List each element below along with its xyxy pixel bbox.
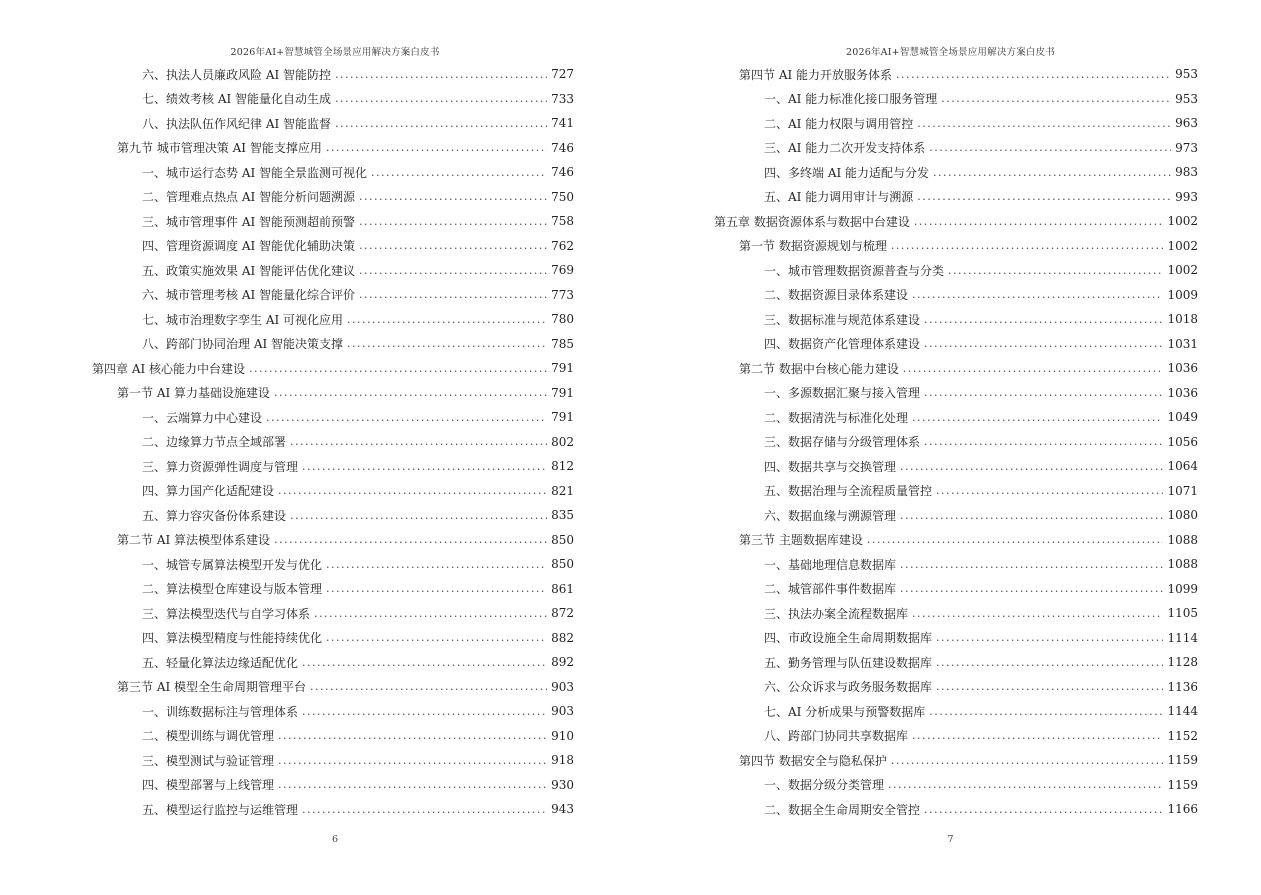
toc-entry-title: 第三节 AI 模型全生命周期管理平台 bbox=[117, 680, 307, 695]
toc-entry-page: 802 bbox=[551, 434, 574, 449]
dot-leader bbox=[274, 533, 547, 546]
toc-item-entry[interactable] bbox=[714, 699, 1198, 724]
toc-entry-title: 二、模型训练与调优管理 bbox=[142, 729, 275, 744]
toc-item-entry[interactable] bbox=[92, 724, 574, 749]
toc-item-entry[interactable] bbox=[714, 454, 1198, 479]
dot-leader bbox=[900, 582, 1163, 595]
dot-leader bbox=[347, 337, 547, 350]
toc-entry-page: 741 bbox=[551, 116, 574, 131]
dot-leader bbox=[896, 68, 1171, 81]
toc-section-entry[interactable] bbox=[714, 234, 1198, 259]
toc-entry-title: 二、数据清洗与标准化处理 bbox=[764, 410, 909, 425]
toc-item-entry[interactable] bbox=[714, 675, 1198, 700]
toc-item-entry[interactable] bbox=[92, 479, 574, 504]
toc-entry-page: 1114 bbox=[1167, 630, 1198, 645]
toc-entry-title: 三、数据存储与分级管理体系 bbox=[764, 435, 921, 450]
toc-entry-page: 993 bbox=[1175, 189, 1198, 204]
toc-entry-title: 二、管理难点热点 AI 智能分析问题溯源 bbox=[142, 190, 356, 205]
dot-leader bbox=[359, 215, 547, 228]
toc-entry-page: 1031 bbox=[1167, 336, 1198, 351]
toc-entry-page: 1018 bbox=[1167, 312, 1198, 327]
toc-entry-title: 八、跨部门协同共享数据库 bbox=[764, 729, 909, 744]
toc-entry-page: 1080 bbox=[1167, 508, 1198, 523]
dot-leader bbox=[929, 141, 1171, 154]
toc-entry-page: 750 bbox=[551, 189, 574, 204]
toc-entry-page: 850 bbox=[551, 532, 574, 547]
toc-entry-page: 892 bbox=[551, 655, 574, 670]
toc-entry-page: 1036 bbox=[1167, 385, 1198, 400]
toc-entry-page: 758 bbox=[551, 214, 574, 229]
toc-section-entry[interactable] bbox=[714, 528, 1198, 553]
toc-entry-title: 四、管理资源调度 AI 智能优化辅助决策 bbox=[142, 239, 356, 254]
toc-section-entry[interactable] bbox=[92, 136, 574, 161]
dot-leader bbox=[936, 680, 1163, 693]
toc-entry-page: 1049 bbox=[1167, 410, 1198, 425]
toc-entry-title: 八、执法队伍作风纪律 AI 智能监督 bbox=[142, 116, 332, 131]
toc-entry-title: 一、云端算力中心建设 bbox=[142, 410, 263, 425]
toc-item-entry[interactable] bbox=[92, 111, 574, 136]
toc-entry-title: 三、算力资源弹性调度与管理 bbox=[142, 459, 299, 474]
toc-item-entry[interactable] bbox=[714, 626, 1198, 651]
toc-entry-page: 791 bbox=[551, 385, 574, 400]
dot-leader bbox=[326, 582, 547, 595]
dot-leader bbox=[900, 460, 1163, 473]
dot-leader bbox=[278, 754, 547, 767]
toc-entry-page: 1099 bbox=[1167, 581, 1198, 596]
toc-entry-page: 903 bbox=[551, 679, 574, 694]
dot-leader bbox=[266, 411, 547, 424]
toc-item-entry[interactable] bbox=[92, 405, 574, 430]
toc-entry-title: 一、训练数据标注与管理体系 bbox=[142, 704, 299, 719]
toc-entry-title: 第二节 数据中台核心能力建设 bbox=[739, 361, 899, 376]
dot-leader bbox=[941, 92, 1171, 105]
toc-entry-title: 五、模型运行监控与运维管理 bbox=[142, 802, 299, 817]
toc-item-entry[interactable] bbox=[92, 503, 574, 528]
toc-entry-page: 953 bbox=[1175, 67, 1198, 82]
toc-entry-page: 746 bbox=[551, 165, 574, 180]
dot-leader bbox=[359, 239, 547, 252]
toc-entry-title: 第一节 AI 算力基础设施建设 bbox=[117, 386, 271, 401]
toc-entry-title: 三、AI 能力二次开发支持体系 bbox=[764, 141, 926, 156]
toc-entry-title: 二、数据全生命周期安全管控 bbox=[764, 802, 921, 817]
page-header: 2026年AI+智慧城管全场景应用解决方案白皮书 bbox=[230, 47, 440, 58]
toc-item-entry[interactable] bbox=[92, 234, 574, 259]
toc-entry-title: 一、城市管理数据资源普查与分类 bbox=[764, 263, 945, 278]
dot-leader bbox=[326, 141, 547, 154]
dot-leader bbox=[936, 631, 1163, 644]
toc-entry-page: 1002 bbox=[1167, 263, 1198, 278]
toc-item-entry[interactable] bbox=[714, 185, 1198, 210]
toc-entry-page: 910 bbox=[551, 728, 574, 743]
toc-item-entry[interactable] bbox=[92, 454, 574, 479]
dot-leader bbox=[948, 264, 1163, 277]
toc-item-entry[interactable] bbox=[714, 381, 1198, 406]
toc-entry-page: 791 bbox=[551, 410, 574, 425]
toc-entry-title: 五、轻量化算法边缘适配优化 bbox=[142, 655, 299, 670]
toc-entry-page: 1002 bbox=[1167, 238, 1198, 253]
toc-entry-title: 二、边缘算力节点全域部署 bbox=[142, 435, 287, 450]
toc-entry-title: 第四节 数据安全与隐私保护 bbox=[739, 753, 887, 768]
dot-leader bbox=[335, 68, 547, 81]
toc-entry-title: 第九节 城市管理决策 AI 智能支撑应用 bbox=[117, 141, 322, 156]
dot-leader bbox=[314, 607, 547, 620]
toc-item-entry[interactable] bbox=[714, 160, 1198, 185]
toc-entry-page: 762 bbox=[551, 238, 574, 253]
toc-item-entry[interactable] bbox=[714, 552, 1198, 577]
toc-entry-page: 953 bbox=[1175, 91, 1198, 106]
toc-section-entry[interactable] bbox=[714, 748, 1198, 773]
dot-leader bbox=[302, 705, 547, 718]
dot-leader bbox=[900, 558, 1163, 571]
toc-entry-page: 746 bbox=[551, 140, 574, 155]
toc-item-entry[interactable] bbox=[714, 479, 1198, 504]
toc-entry-title: 四、市政设施全生命周期数据库 bbox=[764, 631, 933, 646]
toc-entry-page: 930 bbox=[551, 777, 574, 792]
right-page bbox=[630, 0, 1261, 895]
toc-entry-title: 七、城市治理数字孪生 AI 可视化应用 bbox=[142, 312, 344, 327]
toc-entry-page: 835 bbox=[551, 508, 574, 523]
toc-item-entry[interactable] bbox=[92, 552, 574, 577]
toc-entry-page: 1009 bbox=[1167, 287, 1198, 302]
dot-leader bbox=[335, 117, 547, 130]
toc-entry-page: 1159 bbox=[1167, 777, 1198, 792]
dot-leader bbox=[302, 803, 547, 816]
toc-item-entry[interactable] bbox=[714, 136, 1198, 161]
dot-leader bbox=[891, 754, 1164, 767]
toc-entry-page: 943 bbox=[551, 802, 574, 817]
dot-leader bbox=[900, 509, 1163, 522]
toc-entry-page: 882 bbox=[551, 630, 574, 645]
toc-entry-page: 918 bbox=[551, 753, 574, 768]
dot-leader bbox=[912, 288, 1163, 301]
dot-leader bbox=[903, 362, 1164, 375]
toc-item-entry[interactable] bbox=[92, 332, 574, 357]
toc-item-entry[interactable] bbox=[714, 601, 1198, 626]
dot-leader bbox=[924, 435, 1163, 448]
dot-leader bbox=[278, 484, 547, 497]
toc-item-entry[interactable] bbox=[92, 258, 574, 283]
dot-leader bbox=[891, 239, 1164, 252]
toc-item-entry[interactable] bbox=[92, 797, 574, 822]
page-header: 2026年AI+智慧城管全场景应用解决方案白皮书 bbox=[845, 47, 1056, 58]
toc-entry-page: 1088 bbox=[1167, 532, 1198, 547]
toc-entry-title: 二、城管部件事件数据库 bbox=[764, 582, 897, 597]
dot-leader bbox=[371, 166, 547, 179]
toc-section-entry[interactable] bbox=[92, 381, 574, 406]
toc-entry-title: 六、执法人员廉政风险 AI 智能防控 bbox=[142, 67, 332, 82]
toc-entry-page: 791 bbox=[551, 361, 574, 376]
toc-item-entry[interactable] bbox=[92, 87, 574, 112]
toc-item-entry[interactable] bbox=[714, 258, 1198, 283]
toc-entry-page: 785 bbox=[551, 336, 574, 351]
toc-item-entry[interactable] bbox=[92, 773, 574, 798]
dot-leader bbox=[302, 656, 547, 669]
dot-leader bbox=[917, 190, 1171, 203]
toc-chapter-entry[interactable] bbox=[92, 356, 574, 381]
toc-entry-page: 733 bbox=[551, 91, 574, 106]
dot-leader bbox=[917, 117, 1171, 130]
toc-entry-title: 二、算法模型仓库建设与版本管理 bbox=[142, 582, 323, 597]
toc-item-entry[interactable] bbox=[714, 650, 1198, 675]
dot-leader bbox=[936, 656, 1163, 669]
toc-item-entry[interactable] bbox=[714, 797, 1198, 822]
dot-leader bbox=[249, 362, 547, 375]
toc-item-entry[interactable] bbox=[92, 185, 574, 210]
toc-entry-title: 七、绩效考核 AI 智能量化自动生成 bbox=[142, 92, 332, 107]
dot-leader bbox=[290, 509, 547, 522]
dot-leader bbox=[929, 705, 1163, 718]
toc-entry-page: 773 bbox=[551, 287, 574, 302]
toc-item-entry[interactable] bbox=[714, 307, 1198, 332]
toc-entry-page: 903 bbox=[551, 704, 574, 719]
toc-entry-page: 1056 bbox=[1167, 434, 1198, 449]
toc-entry-page: 1002 bbox=[1167, 214, 1198, 229]
dot-leader bbox=[924, 313, 1163, 326]
toc-entry-title: 五、算力容灾备份体系建设 bbox=[142, 508, 287, 523]
toc-entry-title: 第三节 主题数据库建设 bbox=[739, 533, 863, 548]
dot-leader bbox=[310, 680, 547, 693]
dot-leader bbox=[359, 288, 547, 301]
toc-item-entry[interactable] bbox=[714, 430, 1198, 455]
toc-entry-title: 六、数据血缘与溯源管理 bbox=[764, 508, 897, 523]
toc-item-entry[interactable] bbox=[714, 503, 1198, 528]
toc-item-entry[interactable] bbox=[92, 160, 574, 185]
toc-entry-title: 四、算力国产化适配建设 bbox=[142, 484, 275, 499]
toc-entry-title: 八、跨部门协同治理 AI 智能决策支撑 bbox=[142, 337, 344, 352]
dot-leader bbox=[359, 190, 547, 203]
toc-entry-page: 1152 bbox=[1167, 728, 1198, 743]
toc-entry-page: 973 bbox=[1175, 140, 1198, 155]
toc-item-entry[interactable] bbox=[92, 209, 574, 234]
toc-section-entry[interactable] bbox=[714, 62, 1198, 87]
toc-section-entry[interactable] bbox=[92, 528, 574, 553]
toc-entry-title: 四、数据共享与交换管理 bbox=[764, 459, 897, 474]
toc-item-entry[interactable] bbox=[92, 577, 574, 602]
toc-entry-page: 1105 bbox=[1167, 606, 1198, 621]
toc-entry-title: 一、数据分级分类管理 bbox=[764, 778, 885, 793]
toc-entry-title: 一、AI 能力标准化接口服务管理 bbox=[764, 92, 938, 107]
toc-entry-page: 1128 bbox=[1167, 655, 1198, 670]
toc-entry-page: 963 bbox=[1175, 116, 1198, 131]
dot-leader bbox=[347, 313, 547, 326]
toc-entry-title: 五、数据治理与全流程质量管控 bbox=[764, 484, 933, 499]
toc-item-entry[interactable] bbox=[714, 111, 1198, 136]
toc-item-entry[interactable] bbox=[714, 724, 1198, 749]
toc-entry-page: 1036 bbox=[1167, 361, 1198, 376]
toc-item-entry[interactable] bbox=[92, 283, 574, 308]
toc-entry-title: 一、基础地理信息数据库 bbox=[764, 557, 897, 572]
dot-leader bbox=[912, 411, 1163, 424]
toc-item-entry[interactable] bbox=[714, 87, 1198, 112]
toc-entry-page: 1071 bbox=[1167, 483, 1198, 498]
toc-item-entry[interactable] bbox=[92, 748, 574, 773]
toc-entry-page: 1144 bbox=[1167, 704, 1198, 719]
toc-entry-title: 三、数据标准与规范体系建设 bbox=[764, 312, 921, 327]
toc-entry-page: 1136 bbox=[1167, 679, 1198, 694]
toc-item-entry[interactable] bbox=[92, 650, 574, 675]
toc-entry-page: 983 bbox=[1175, 165, 1198, 180]
toc-chapter-entry[interactable] bbox=[714, 209, 1198, 234]
toc-section-entry[interactable] bbox=[92, 675, 574, 700]
toc-entry-title: 一、多源数据汇聚与接入管理 bbox=[764, 386, 921, 401]
dot-leader bbox=[924, 337, 1163, 350]
toc-entry-title: 第四节 AI 能力开放服务体系 bbox=[739, 67, 893, 82]
dot-leader bbox=[912, 607, 1163, 620]
toc-entry-page: 1166 bbox=[1167, 802, 1198, 817]
toc-entry-page: 812 bbox=[551, 459, 574, 474]
dot-leader bbox=[912, 729, 1163, 742]
toc-entry-page: 850 bbox=[551, 557, 574, 572]
toc-entry-page: 780 bbox=[551, 312, 574, 327]
toc-item-entry[interactable] bbox=[92, 307, 574, 332]
dot-leader bbox=[278, 778, 547, 791]
toc-entry-title: 三、模型测试与验证管理 bbox=[142, 753, 275, 768]
toc-item-entry[interactable] bbox=[714, 405, 1198, 430]
toc-entry-title: 一、城管专属算法模型开发与优化 bbox=[142, 557, 323, 572]
toc-entry-title: 六、公众诉求与政务服务数据库 bbox=[764, 680, 933, 695]
toc-entry-page: 821 bbox=[551, 483, 574, 498]
toc-entry-title: 五、勤务管理与队伍建设数据库 bbox=[764, 655, 933, 670]
table-of-contents bbox=[92, 62, 574, 822]
left-page bbox=[0, 0, 630, 895]
toc-entry-title: 一、城市运行态势 AI 智能全景监测可视化 bbox=[142, 165, 368, 180]
toc-entry-page: 861 bbox=[551, 581, 574, 596]
toc-entry-title: 五、政策实施效果 AI 智能评估优化建议 bbox=[142, 263, 356, 278]
toc-item-entry[interactable] bbox=[92, 699, 574, 724]
toc-entry-title: 二、数据资源目录体系建设 bbox=[764, 288, 909, 303]
dot-leader bbox=[326, 631, 547, 644]
toc-entry-page: 727 bbox=[551, 67, 574, 82]
dot-leader bbox=[888, 778, 1163, 791]
toc-entry-page: 769 bbox=[551, 263, 574, 278]
dot-leader bbox=[936, 484, 1163, 497]
toc-entry-page: 1088 bbox=[1167, 557, 1198, 572]
toc-entry-title: 第一节 数据资源规划与梳理 bbox=[739, 239, 887, 254]
toc-item-entry[interactable] bbox=[92, 430, 574, 455]
toc-entry-title: 四、算法模型精度与性能持续优化 bbox=[142, 631, 323, 646]
toc-entry-title: 七、AI 分析成果与预警数据库 bbox=[764, 704, 926, 719]
toc-entry-title: 三、算法模型迭代与自学习体系 bbox=[142, 606, 311, 621]
toc-entry-title: 第五章 数据资源体系与数据中台建设 bbox=[714, 214, 910, 229]
dot-leader bbox=[914, 215, 1164, 228]
toc-entry-title: 三、城市管理事件 AI 智能预测超前预警 bbox=[142, 214, 356, 229]
toc-item-entry[interactable] bbox=[714, 773, 1198, 798]
toc-entry-title: 第四章 AI 核心能力中台建设 bbox=[92, 361, 246, 376]
page-number: 6 bbox=[331, 834, 339, 845]
page-number: 7 bbox=[947, 834, 954, 845]
dot-leader bbox=[867, 533, 1164, 546]
toc-item-entry[interactable] bbox=[714, 577, 1198, 602]
dot-leader bbox=[924, 386, 1163, 399]
toc-entry-title: 四、模型部署与上线管理 bbox=[142, 778, 275, 793]
toc-entry-title: 三、执法办案全流程数据库 bbox=[764, 606, 909, 621]
toc-item-entry[interactable] bbox=[92, 626, 574, 651]
dot-leader bbox=[274, 386, 547, 399]
dot-leader bbox=[924, 803, 1163, 816]
toc-entry-page: 872 bbox=[551, 606, 574, 621]
toc-entry-title: 五、AI 能力调用审计与溯源 bbox=[764, 190, 914, 205]
toc-section-entry[interactable] bbox=[714, 356, 1198, 381]
toc-entry-page: 1064 bbox=[1167, 459, 1198, 474]
dot-leader bbox=[278, 729, 547, 742]
toc-entry-page: 1159 bbox=[1167, 753, 1198, 768]
dot-leader bbox=[359, 264, 547, 277]
toc-entry-title: 四、多终端 AI 能力适配与分发 bbox=[764, 165, 930, 180]
dot-leader bbox=[335, 92, 547, 105]
dot-leader bbox=[933, 166, 1171, 179]
dot-leader bbox=[302, 460, 547, 473]
toc-entry-title: 二、AI 能力权限与调用管控 bbox=[764, 116, 914, 131]
dot-leader bbox=[326, 558, 547, 571]
toc-item-entry[interactable] bbox=[714, 283, 1198, 308]
toc-item-entry[interactable] bbox=[92, 601, 574, 626]
toc-entry-title: 六、城市管理考核 AI 智能量化综合评价 bbox=[142, 288, 356, 303]
toc-entry-title: 四、数据资产化管理体系建设 bbox=[764, 337, 921, 352]
table-of-contents bbox=[714, 62, 1198, 822]
dot-leader bbox=[290, 435, 547, 448]
toc-item-entry[interactable] bbox=[92, 62, 574, 87]
toc-item-entry[interactable] bbox=[714, 332, 1198, 357]
toc-entry-title: 第二节 AI 算法模型体系建设 bbox=[117, 533, 271, 548]
